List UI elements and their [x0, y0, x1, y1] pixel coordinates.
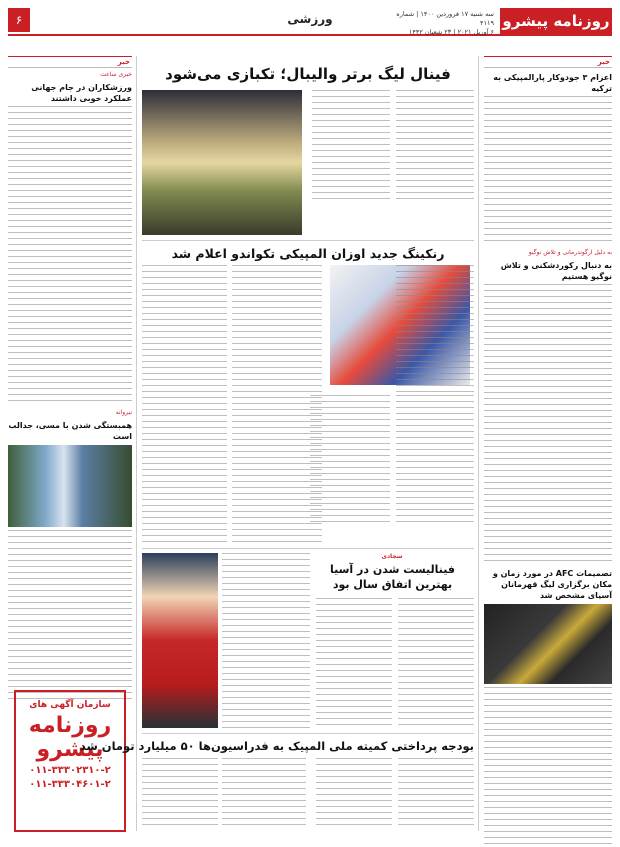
divider-1: [142, 240, 474, 241]
advertisement-box: [14, 690, 126, 832]
budget-body-3: [222, 758, 306, 830]
volleyball-body-1: [396, 90, 474, 200]
volleyball-team-photo: [142, 90, 302, 235]
headline-taekwondo: رنکینگ جدید اوزان المپیکی تکواندو اعلام شد: [171, 246, 445, 261]
football-player-photo: [142, 553, 218, 728]
left-story-2-kicker: نیروانه: [115, 409, 132, 416]
right-story-3-title: تصمیمات AFC در مورد زمان و مکان برگزاری لیگ قهرمانان آسیای مشخص شد: [492, 569, 612, 600]
budget-body-2: [316, 758, 392, 830]
page-header: [8, 6, 612, 36]
issue-line-2: ۶ آوریل ۲۰۲۱ | ۲۳ شعبان ۱۴۴۲: [408, 28, 494, 36]
right-story-2-title: به دنبال رکوردشکنی و تلاش نوگیو هستیم: [500, 261, 612, 281]
left-story-1-kicker: خبری ساعت: [100, 71, 132, 78]
page-number: ۶: [8, 8, 30, 32]
sajadi-kicker: سجادی: [381, 553, 403, 560]
right-column-bar: خبر: [484, 56, 612, 68]
budget-body-1: [398, 758, 474, 830]
sajadi-body-2: [316, 598, 392, 728]
right-story-1-title: اعزام ۳ جودوکار پارالمپیکی به ترکیه: [493, 73, 612, 93]
left-story-2-body: [8, 530, 132, 700]
right-story-2-body: [484, 284, 612, 564]
left-column: [8, 56, 132, 686]
sajadi-body-3: [222, 553, 310, 728]
divider-2: [142, 548, 474, 549]
ad-title: سازمان آگهی های: [29, 700, 111, 710]
divider-3: [142, 733, 474, 734]
issue-line-1: سه شنبه ۱۷ فروردین ۱۴۰۰ | شماره ۴۱۱۹: [396, 10, 494, 27]
headline-sajadi: فینالیست شدن در آسیا بهترین اتفاق سال بود: [329, 563, 455, 591]
left-story-1-body: [8, 106, 132, 406]
taekwondo-body-1: [396, 265, 474, 395]
headline-volleyball: فینال لیگ برتر والیبال؛ تکبازی می‌شود: [165, 65, 451, 83]
section-title: ورزشی: [287, 12, 333, 26]
sajadi-body-1: [398, 598, 474, 728]
right-column-divider: [478, 56, 479, 831]
left-story-2-title: همبستگی شدن با مسی، جدالب است: [8, 421, 132, 441]
right-story-1-body: [484, 96, 612, 246]
ad-brand: روزنامه پیشرو: [28, 713, 112, 762]
volleyball-body-2: [312, 90, 390, 200]
ad-phone-2: ۰۱۱-۳۳۳۰۴۶۰۱-۲: [29, 779, 111, 790]
left-column-bar: خبر: [8, 56, 132, 68]
taekwondo-body-3: [310, 395, 390, 525]
taekwondo-ranking-list-2: [232, 265, 322, 545]
messi-photo: [8, 445, 132, 527]
taekwondo-body-2: [396, 395, 474, 525]
budget-body-4: [142, 758, 218, 830]
right-story-3-body: [484, 687, 612, 847]
right-column: [484, 56, 612, 831]
headline-budget: بودجه پرداختی کمیته ملی المپیک به فدراسیون‌ها ۵۰ میلیارد تومان شد: [79, 739, 474, 753]
taekwondo-ranking-list-1: [142, 265, 227, 545]
trophy-photo: [484, 604, 612, 684]
newspaper-logo: روزنامه پیشرو: [500, 8, 612, 34]
left-column-divider: [136, 56, 137, 831]
ad-phone-1: ۰۱۱-۳۳۳۰۲۳۱۰-۲: [29, 765, 111, 776]
right-story-2-kicker: به دلیل ارگوندرمانی و تلاش نوگیو: [528, 249, 612, 256]
left-story-1-title: ورزشکاران در جام جهانی عملکرد خوبی داشتند: [31, 83, 132, 103]
